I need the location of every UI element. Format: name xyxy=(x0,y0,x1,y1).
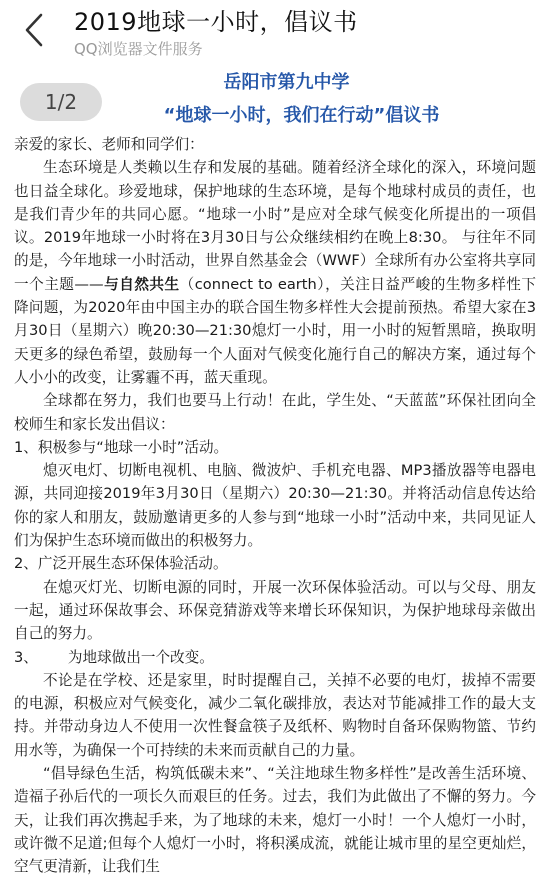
chevron-left-icon xyxy=(23,13,45,47)
list-number: 3、 xyxy=(14,648,38,666)
back-button[interactable] xyxy=(14,10,54,50)
list-item-title xyxy=(14,646,536,669)
service-subtitle: QQ浏览器文件服务 xyxy=(74,40,203,58)
list-item-title: 2、广泛开展生态环保体验活动。 xyxy=(14,555,228,573)
document-body xyxy=(14,133,536,879)
document-title: 2019地球一小时，倡议书 xyxy=(74,8,358,36)
top-bar xyxy=(0,0,553,65)
page-indicator: 1/2 xyxy=(20,83,102,121)
paragraph: “倡导绿色生活，构筑低碳未来”、“关注地球生物多样性”是改善生活环境、造福子孙后代的一项长久而艰巨的任务。过去，我们为此做出了不懈的努力。今天，让我们再次携起手来，为了地球的未来，熄灯一小时！一个人熄灯一小时，或许微不足道;但每个人熄灯一小时，将积溪成流，就能让城市里的星空更灿烂，空气更清新，让我们生 xyxy=(14,765,536,876)
school-name: 岳阳市第九中学 xyxy=(223,72,350,93)
list-item-title-text: 为地球做出一个改变。 xyxy=(67,648,214,666)
paragraph: 全球都在努力，我们也要马上行动！在此，学生处、“天蓝蓝”环保社团向全校师生和家长发出倡议： xyxy=(14,392,536,433)
document-viewer[interactable] xyxy=(0,64,553,876)
list-item-body: 在熄灭灯光、切断电源的同时，开展一次环保体验活动。可以与父母、朋友一起，通过环保故事会、环保竞猜游戏等来增长环保知识，为保护地球母亲做出自己的努力。 xyxy=(14,578,536,643)
theme-bold-text: 与自然共生 xyxy=(103,275,180,293)
paragraph-text: 生态环境是人类赖以生存和发展的基础。随着经济全球化的深入，环境问题也日益全球化。珍爱地球，保护地球的生态环境，是每个地球村成员的责任，也是我们青少年的共同心愿。“地球一小时”是应对全球气候变化所提出的一项倡议。2019年地球一小时将在3月30日与公众继续相约在晚上8:30。 与往年不同的是，今年地球一小时活动，世界自然基金会（WWF）全球所有办公室将共享同一个主题—— xyxy=(14,159,536,293)
list-item-body: 熄灭电灯、切断电视机、电脑、微波炉、手机充电器、MP3播放器等电器电源，共同迎接2019年3月30日（星期六）20:30—21:30。并将活动信息传达给你的家人和朋友，鼓励邀请更多的人参与到“地球一小时”活动中来，共同见证人们为保护生态环境而做出的积极努力。 xyxy=(14,462,536,550)
paragraph xyxy=(14,156,536,389)
list-item-title: 1、积极参与“地球一小时”活动。 xyxy=(14,438,229,456)
greeting: 亲爱的家长、老师和同学们： xyxy=(14,136,204,153)
paragraph-text: （connect to earth），关注日益严峻的生物多样性下降问题，为2020年由中国主办的联合国生物多样性大会提前预热。希望大家在3月30日（星期六）晚20:30—21:30熄灯一小时，用一小时的短暂黑暗，换取明天更多的绿色希望，鼓励每一个人面对气候变化施行自己的解决方案，通过每个人小小的改变，让雾霾不再，蓝天重现。 xyxy=(14,275,536,386)
list-item-body: 不论是在学校、还是家里，时时提醒自己，关掉不必要的电灯，拔掉不需要的电源，积极应对气候变化，减少二氧化碳排放，表达对节能减排工作的最大支持。并带动身边人不使用一次性餐盒筷子及纸杯、购物时自备环保购物篮、节约用水等，为确保一个可持续的未来而贡献自己的力量。 xyxy=(14,671,536,759)
document-heading: “地球一小时，我们在行动”倡议书 xyxy=(163,105,440,126)
